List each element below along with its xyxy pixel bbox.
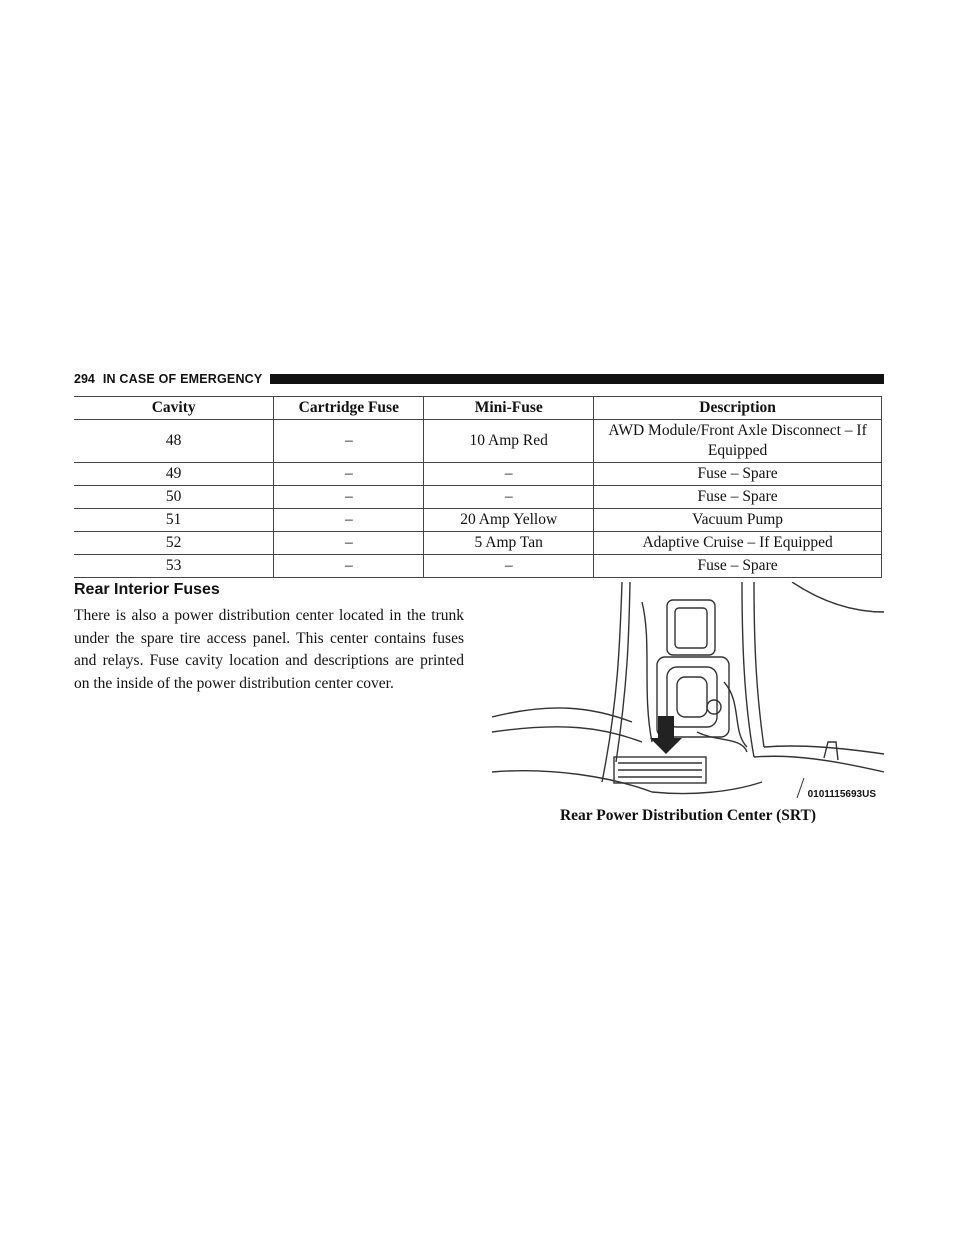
table-cell: 52	[74, 532, 274, 555]
figure-caption: Rear Power Distribution Center (SRT)	[559, 807, 817, 824]
body-paragraph: There is also a power distribution center located in the trunk under the spare tire access panel. This center contains fuses and relays. Fuse cavity location and descriptions are printed on the inside of the power distribution center cover.	[74, 607, 464, 692]
table-cell: Fuse – Spare	[594, 486, 882, 509]
figure-code: 0101115693US	[807, 789, 876, 800]
table-row	[74, 509, 882, 532]
section-heading: Rear Interior Fuses	[74, 581, 220, 598]
power-distribution-center-drawing	[492, 582, 884, 804]
table-cell: 51	[74, 509, 274, 532]
table-cell: 50	[74, 486, 274, 509]
table-cell: 5 Amp Tan	[424, 532, 594, 555]
table-cell: 10 Amp Red	[424, 420, 594, 463]
table-cell: –	[274, 555, 424, 578]
table-header-row	[74, 397, 882, 420]
table-cell: –	[274, 463, 424, 486]
table-cell: –	[424, 555, 594, 578]
table-cell: –	[424, 463, 594, 486]
table-cell: Adaptive Cruise – If Equipped	[594, 532, 882, 555]
table-cell: –	[274, 509, 424, 532]
fuse-table	[74, 396, 882, 578]
page-header	[74, 371, 884, 387]
table-cell: AWD Module/Front Axle Disconnect – If Equipped	[594, 420, 882, 463]
table-cell: Fuse – Spare	[594, 555, 882, 578]
table-cell: Vacuum Pump	[594, 509, 882, 532]
table-cell: –	[274, 486, 424, 509]
table-row	[74, 532, 882, 555]
column-header-description: Description	[594, 397, 882, 420]
column-header-mini-fuse: Mini-Fuse	[424, 397, 594, 420]
table-cell: –	[424, 486, 594, 509]
section-title: IN CASE OF EMERGENCY	[102, 372, 263, 386]
column-header-cavity: Cavity	[74, 397, 274, 420]
table-row	[74, 486, 882, 509]
table-cell: Fuse – Spare	[594, 463, 882, 486]
table-cell: 49	[74, 463, 274, 486]
down-arrow-icon	[650, 716, 682, 754]
header-rule	[270, 374, 884, 384]
table-cell: –	[274, 532, 424, 555]
page-number: 294	[74, 372, 95, 386]
table-row	[74, 555, 882, 578]
table-cell: 53	[74, 555, 274, 578]
trunk-illustration	[492, 582, 884, 804]
table-cell: 48	[74, 420, 274, 463]
column-header-cartridge-fuse: Cartridge Fuse	[274, 397, 424, 420]
table-row	[74, 420, 882, 463]
table-cell: –	[274, 420, 424, 463]
table-cell: 20 Amp Yellow	[424, 509, 594, 532]
table-row	[74, 463, 882, 486]
